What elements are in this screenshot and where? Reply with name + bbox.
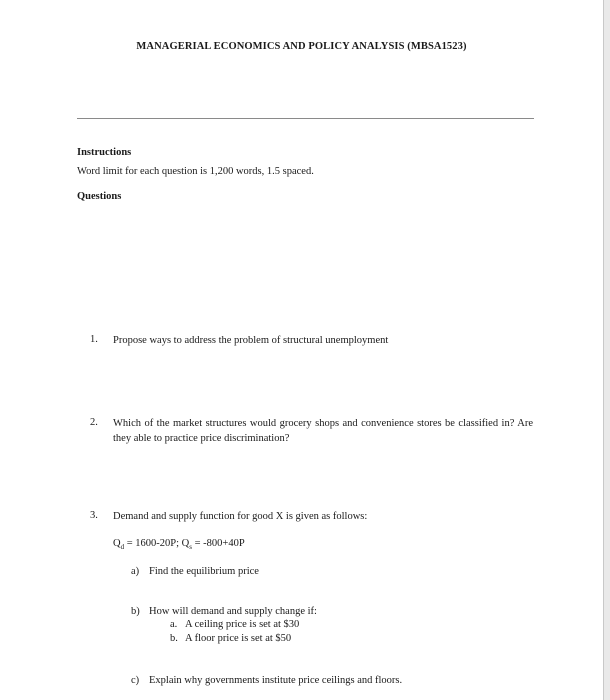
- qd-subscript: d: [120, 543, 125, 552]
- question-1-text: Propose ways to address the problem of structural unemployment: [113, 335, 389, 346]
- part-a-label: a): [131, 566, 140, 577]
- demand-supply-equation: [113, 538, 245, 551]
- document-title: MANAGERIAL ECONOMICS AND POLICY ANALYSIS (MBSA1523): [136, 41, 467, 52]
- question-3-number: 3.: [90, 510, 98, 521]
- part-b-label: b): [131, 606, 140, 617]
- question-2-text: Which of the market structures would grocery shops and convenience stores be classified in? Are they able to practice price discrimination?: [113, 418, 533, 444]
- part-a-text: Find the equilibrium price: [149, 566, 259, 577]
- instructions-heading: Instructions: [77, 147, 132, 158]
- part-c-text: Explain why governments institute price ceilings and floors.: [149, 675, 403, 686]
- title-divider: [77, 118, 534, 119]
- question-2-number: 2.: [90, 417, 98, 428]
- qs-symbol: Q: [181, 538, 190, 549]
- qd-symbol: Q: [113, 538, 121, 549]
- subpart-a-label: a.: [170, 619, 178, 630]
- question-1-number: 1.: [90, 334, 98, 345]
- question-3-text: Demand and supply function for good X is given as follows:: [113, 511, 368, 522]
- qs-expression: = -800+40P: [191, 538, 245, 549]
- part-c-label: c): [131, 675, 140, 686]
- instructions-text: Word limit for each question is 1,200 words, 1.5 spaced.: [77, 166, 314, 177]
- qs-subscript: s: [189, 543, 192, 552]
- questions-heading: Questions: [77, 191, 122, 202]
- qd-expression: = 1600-20P;: [124, 538, 182, 549]
- subpart-a-text: A ceiling price is set at $30: [185, 619, 300, 630]
- subpart-b-text: A floor price is set at $50: [185, 633, 292, 644]
- part-b-text: How will demand and supply change if:: [149, 606, 317, 617]
- subpart-b-label: b.: [170, 633, 178, 644]
